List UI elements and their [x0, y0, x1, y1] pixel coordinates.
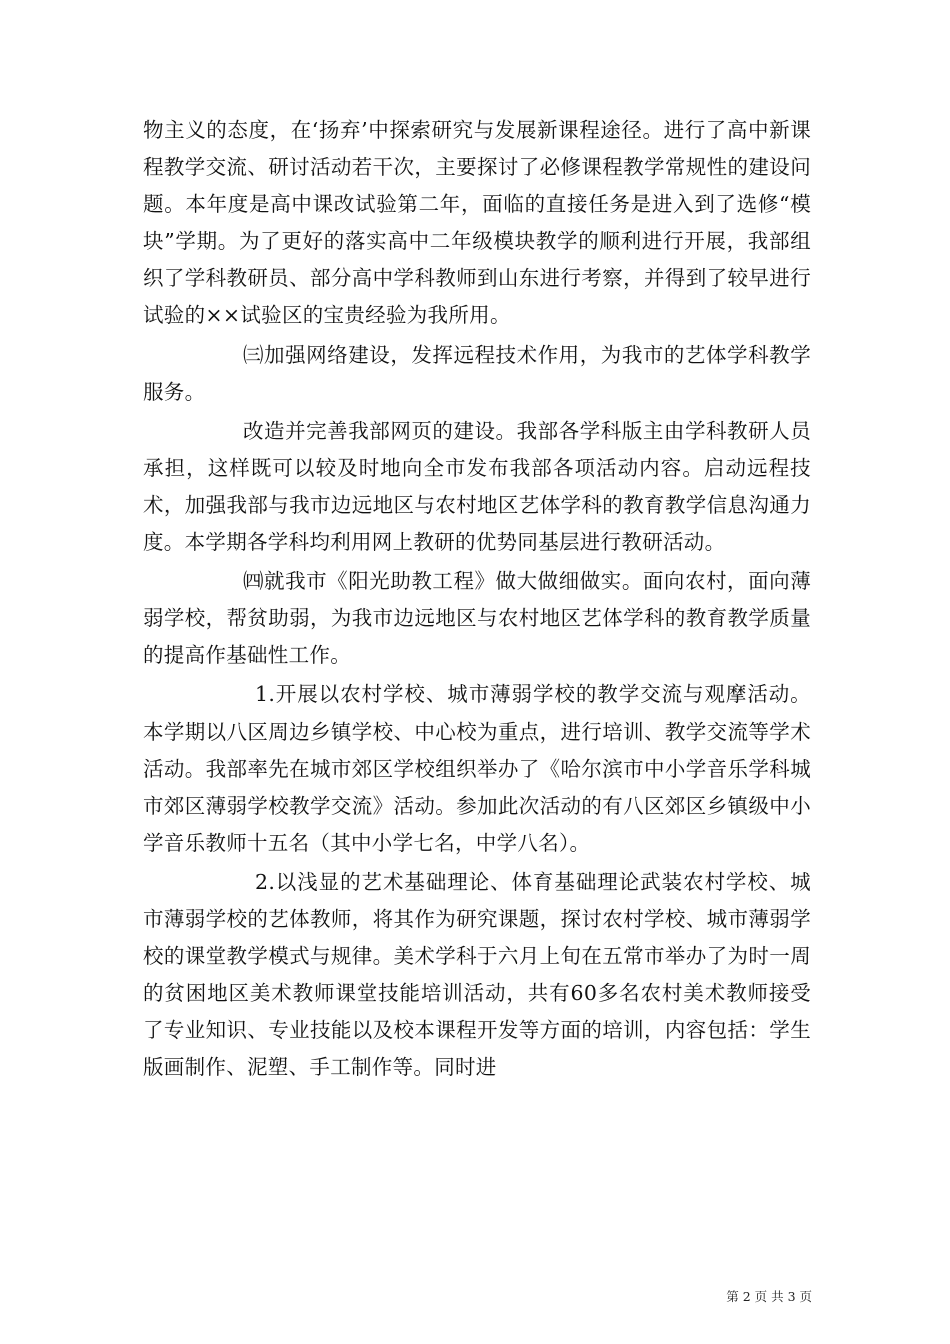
paragraph-item-1: 1.开展以农村学校、城市薄弱学校的教学交流与观摩活动。本学期以八区周边乡镇学校、中心校为重点，进行培训、教学交流等学术活动。我部率先在城市郊区学校组织举办了《哈尔滨市中小学音乐学科城市郊区薄弱学校教学交流》活动。参加此次活动的有八区郊区乡镇级中小学音乐教师十五名（其中小学七名，中学八名）。: [143, 682, 811, 855]
paragraph-section-4-heading: ㈣就我市《阳光助教工程》做大做细做实。面向农村，面向薄弱学校，帮贫助弱，为我市边远地区与农村地区艺体学科的教育教学质量的提高作基础性工作。: [143, 569, 811, 668]
body-text: [143, 112, 811, 1088]
page-footer: 第 2 页 共 3 页: [726, 1289, 812, 1304]
paragraph-continuation: 物主义的态度，在‘扬弃’中探索研究与发展新课程途径。进行了高中新课程教学交流、研讨活动若干次，主要探讨了必修课程教学常规性的建设问题。本年度是高中课改试验第二年，面临的直接任务是进入到了选修“模块”学期。为了更好的落实高中二年级模块教学的顺利进行开展，我部组织了学科教研员、部分高中学科教师到山东进行考察，并得到了较早进行试验的××试验区的宝贵经验为我所用。: [143, 118, 811, 328]
paragraph-webpage: 改造并完善我部网页的建设。我部各学科版主由学科教研人员承担，这样既可以较及时地向全市发布我部各项活动内容。启动远程技术，加强我部与我市边远地区与农村地区艺体学科的教育教学信息沟通力度。本学期各学科均利用网上教研的优势同基层进行教研活动。: [143, 418, 811, 555]
paragraph-section-3-heading: ㈢加强网络建设，发挥远程技术作用，为我市的艺体学科教学服务。: [143, 342, 811, 404]
paragraph-item-2: 2.以浅显的艺术基础理论、体育基础理论武装农村学校、城市薄弱学校的艺体教师，将其作为研究课题，探讨农村学校、城市薄弱学校的课堂教学模式与规律。美术学科于六月上旬在五常市举办了为时一周的贫困地区美术教师课堂技能培训活动，共有60多名农村美术教师接受了专业知识、专业技能以及校本课程开发等方面的培训，内容包括：学生版画制作、泥塑、手工制作等。同时进: [143, 869, 811, 1080]
